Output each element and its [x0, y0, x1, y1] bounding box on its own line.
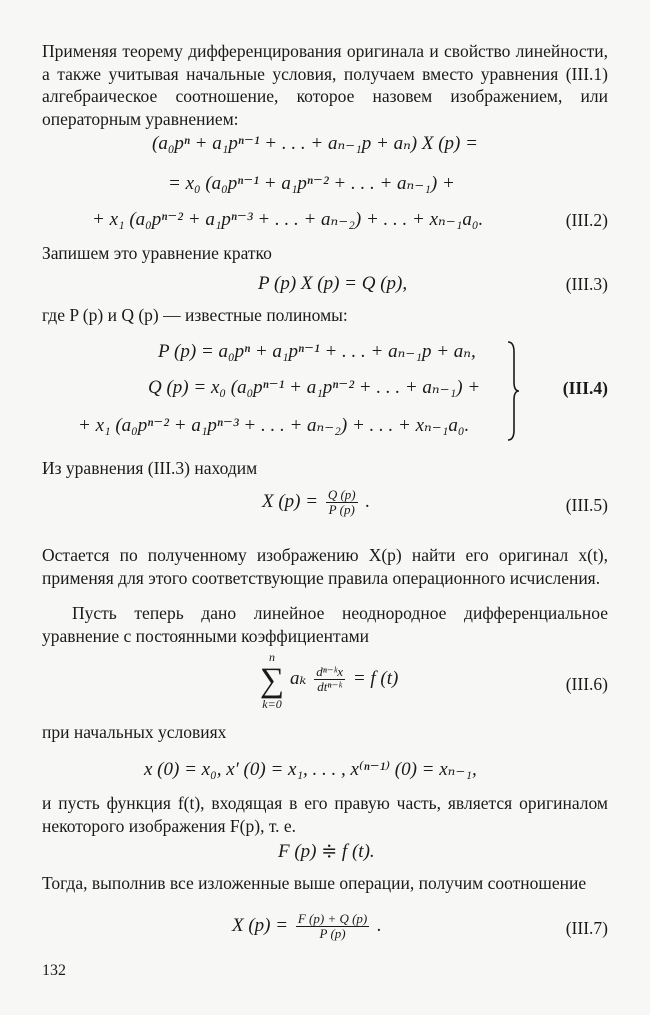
page-number: 132 — [42, 962, 66, 979]
equation-III7 — [232, 912, 382, 941]
equation-initial-conditions: x (0) = x₀, x′ (0) = x₁, . . . , x⁽ⁿ⁻¹⁾ (0) = xₙ₋₁, — [144, 759, 477, 780]
equation-III4-line2: Q (p) = x₀ (a₀pⁿ⁻¹ + a₁pⁿ⁻² + . . . + aₙ₋₁) + — [148, 377, 481, 398]
summation — [258, 650, 286, 712]
fraction-III7-denominator: P (p) — [319, 926, 346, 941]
text-initial-conditions: при начальных условиях — [42, 722, 227, 742]
fraction-III5-numerator: Q (p) — [327, 487, 356, 502]
equation-label-III7: (III.7) — [565, 918, 608, 938]
equation-III4-line3: + x₁ (a₀pⁿ⁻² + a₁pⁿ⁻³ + . . . + aₙ₋₂) + . . . + xₙ₋₁a₀. — [78, 415, 470, 436]
text-from-equation: Из уравнения (III.3) находим — [42, 458, 258, 478]
fraction-III6-denominator: dtⁿ⁻ᵏ — [317, 679, 342, 694]
sigma-icon: ∑ — [259, 662, 285, 699]
equation-III5 — [262, 488, 370, 517]
equation-III3: P (p) X (p) = Q (p), — [258, 273, 408, 294]
fraction-III6-numerator: dⁿ⁻ᵏx — [316, 664, 344, 679]
right-brace-icon — [506, 340, 520, 442]
equation-III5-lhs: X (p) = — [262, 490, 319, 512]
equation-III6-coefficient: aₖ — [290, 667, 307, 689]
summation-upper-limit: n — [269, 650, 275, 664]
fraction-III5 — [326, 488, 358, 517]
equation-label-III2: (III.2) — [565, 210, 608, 230]
equation-label-III6: (III.6) — [565, 674, 608, 694]
equation-correspondence: F (p) ≑ f (t). — [278, 841, 375, 862]
text-short-form: Запишем это уравнение кратко — [42, 243, 272, 263]
equation-label-III5: (III.5) — [565, 495, 608, 515]
paragraph-conclusion: Тогда, выполнив все изложенные выше операции, получим соотношение — [42, 873, 587, 893]
equation-III6-body — [290, 665, 398, 694]
fraction-III6 — [314, 665, 345, 694]
paragraph-function-f: и пусть функция f(t), входящая в его правую часть, является оригиналом некоторого изображения F(p), т. е. — [42, 793, 608, 836]
equation-III4-line1: P (p) = a₀pⁿ + a₁pⁿ⁻¹ + . . . + aₙ₋₁p + aₙ, — [158, 341, 476, 362]
summation-lower-limit: k=0 — [262, 697, 282, 711]
equation-label-III4: (III.4) — [562, 378, 608, 398]
paragraph-find-original: Остается по полученному изображению X(p) найти его оригинал x(t), применяя для этого соответствующие правила операционного исчисления. — [42, 545, 608, 588]
equation-III2-line3: + x₁ (a₀pⁿ⁻² + a₁pⁿ⁻³ + . . . + aₙ₋₂) + . . . + xₙ₋₁a₀. — [92, 209, 484, 230]
text-where-polynomials: где P (p) и Q (p) — известные полиномы: — [42, 305, 348, 325]
fraction-III7 — [296, 912, 369, 941]
fraction-III7-numerator: F (p) + Q (p) — [297, 911, 368, 926]
equation-III5-period: . — [365, 490, 371, 512]
equation-III6-rhs: = f (t) — [352, 667, 399, 689]
paragraph-inhomogeneous: Пусть теперь дано линейное неоднородное дифференциальное уравнение с постоянными коэффициентами — [42, 603, 608, 646]
fraction-III5-denominator: P (p) — [328, 502, 355, 517]
equation-III2-line2: = x₀ (a₀pⁿ⁻¹ + a₁pⁿ⁻² + . . . + aₙ₋₁) + — [168, 173, 455, 194]
equation-III7-period: . — [377, 914, 382, 936]
paragraph-intro: Применяя теорему дифференцирования оригинала и свойство линейности, а также учитывая начальные условия, получаем вместо уравнения (III.1) алгебраическое соотношение, которое назовем изображением, или операторным уравнением: — [42, 41, 608, 129]
equation-label-III3: (III.3) — [565, 274, 608, 294]
equation-III2-line1: (a₀pⁿ + a₁pⁿ⁻¹ + . . . + aₙ₋₁p + aₙ) X (p) = — [152, 133, 478, 154]
equation-III7-lhs: X (p) = — [232, 914, 289, 936]
